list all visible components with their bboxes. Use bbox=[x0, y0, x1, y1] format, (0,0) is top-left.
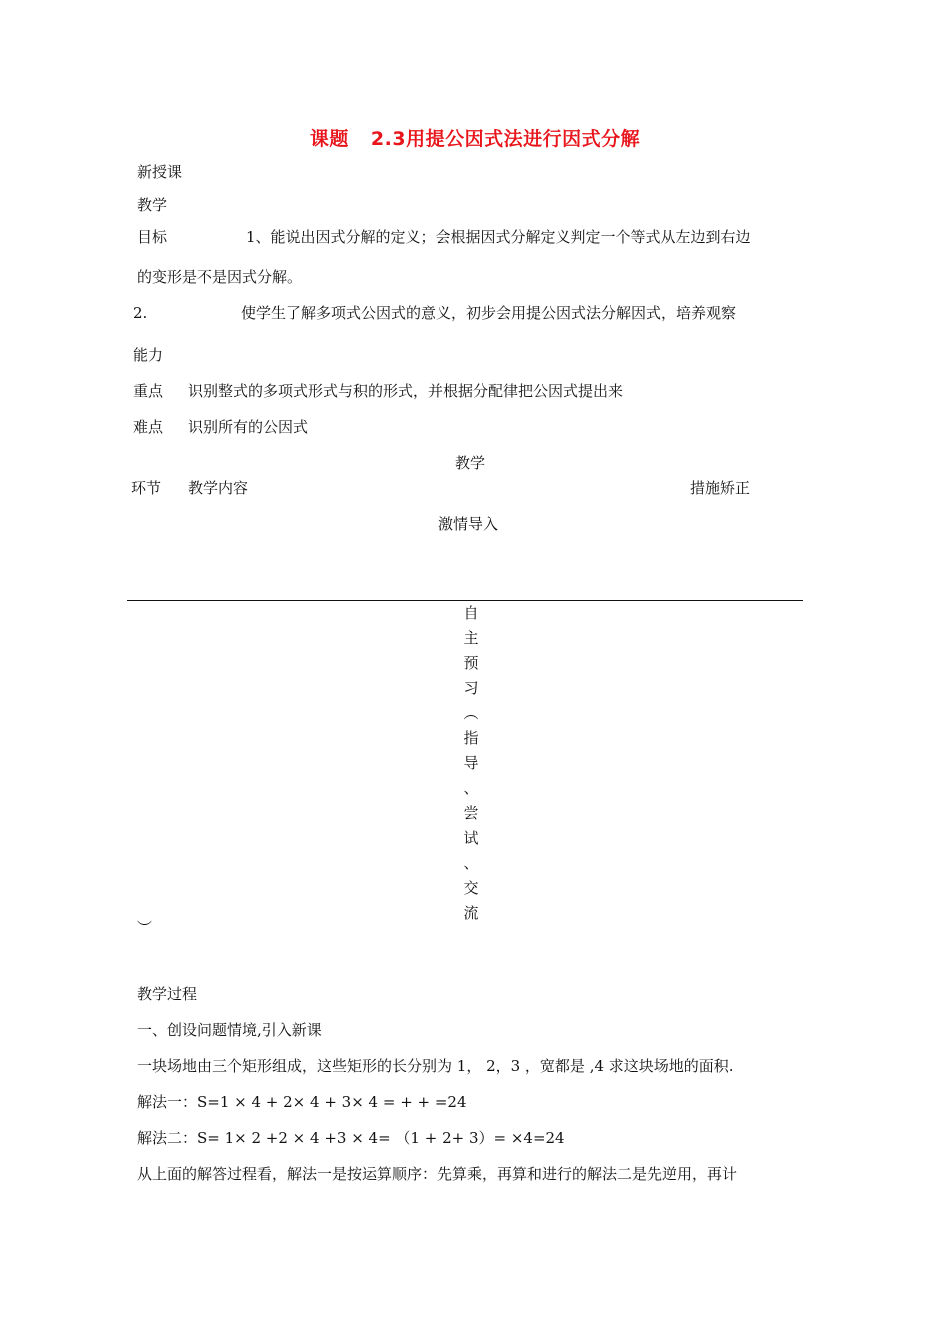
goal-1-line2: 的变形是不是因式分解。 bbox=[137, 268, 303, 286]
vertical-char: 尝 bbox=[463, 804, 479, 822]
title-text: 2.3用提公因式法进行因式分解 bbox=[370, 128, 641, 150]
key-point-text: 识别整式的多项式形式与积的形式，并根据分配律把公因式提出来 bbox=[188, 382, 624, 400]
key-point-label: 重点 bbox=[133, 382, 164, 400]
vertical-char: 流 bbox=[463, 904, 479, 922]
goal-1-line1: 1、能说出因式分解的定义；会根据因式分解定义判定一个等式从左边到右边 bbox=[246, 228, 751, 246]
conclusion-text: 从上面的解答过程看，解法一是按运算顺序：先算乘，再算和进行的解法二是先逆用，再计 bbox=[137, 1165, 738, 1183]
page-title bbox=[0, 124, 950, 151]
lesson-type: 新授课 bbox=[137, 163, 183, 181]
close-paren: ︶ bbox=[137, 919, 153, 937]
column-header-teaching: 教学 bbox=[455, 454, 486, 472]
vertical-char: 试 bbox=[463, 829, 479, 847]
vertical-char: 主 bbox=[463, 629, 479, 647]
process-heading: 教学过程 bbox=[137, 985, 198, 1003]
difficulty-text: 识别所有的公因式 bbox=[188, 418, 309, 436]
goal-2-line2: 能力 bbox=[133, 346, 164, 364]
vertical-char: 习 bbox=[463, 679, 479, 697]
goal-2-line1: 使学生了解多项式公因式的意义，初步会用提公因式法分解因式，培养观察 bbox=[241, 304, 737, 322]
goal-label-1: 教学 bbox=[137, 196, 168, 214]
difficulty-label: 难点 bbox=[133, 418, 164, 436]
section-1-heading: 一、创设问题情境,引入新课 bbox=[137, 1021, 322, 1039]
column-header-measures: 措施矫正 bbox=[690, 479, 751, 497]
column-header-stage: 环节 bbox=[131, 479, 162, 497]
goal-2-number: 2. bbox=[133, 304, 148, 322]
title-label: 课题 bbox=[309, 128, 349, 150]
problem-text: 一块场地由三个矩形组成，这些矩形的长分别为 1， 2，3 ，宽都是 ,4 求这块场地的面积. bbox=[137, 1057, 734, 1075]
column-header-content: 教学内容 bbox=[188, 479, 249, 497]
vertical-char: 、 bbox=[463, 854, 479, 872]
vertical-char: 自 bbox=[463, 604, 479, 622]
vertical-stage-label bbox=[461, 601, 481, 926]
vertical-char: 、 bbox=[463, 779, 479, 797]
vertical-char: 导 bbox=[463, 754, 479, 772]
column-header-intro: 激情导入 bbox=[438, 515, 499, 533]
goal-label-2: 目标 bbox=[137, 228, 168, 246]
vertical-char: 指 bbox=[463, 729, 479, 747]
vertical-char: 交 bbox=[463, 879, 479, 897]
solution-2: 解法二：S= 1× 2 +2 × 4 +3 × 4= （1 + 2+ 3）= ×4=24 bbox=[137, 1129, 565, 1147]
vertical-char: 预 bbox=[463, 654, 479, 672]
vertical-char: ︵ bbox=[463, 704, 479, 722]
solution-1: 解法一：S=1 × 4 + 2× 4 + 3× 4 = + + =24 bbox=[137, 1093, 467, 1111]
